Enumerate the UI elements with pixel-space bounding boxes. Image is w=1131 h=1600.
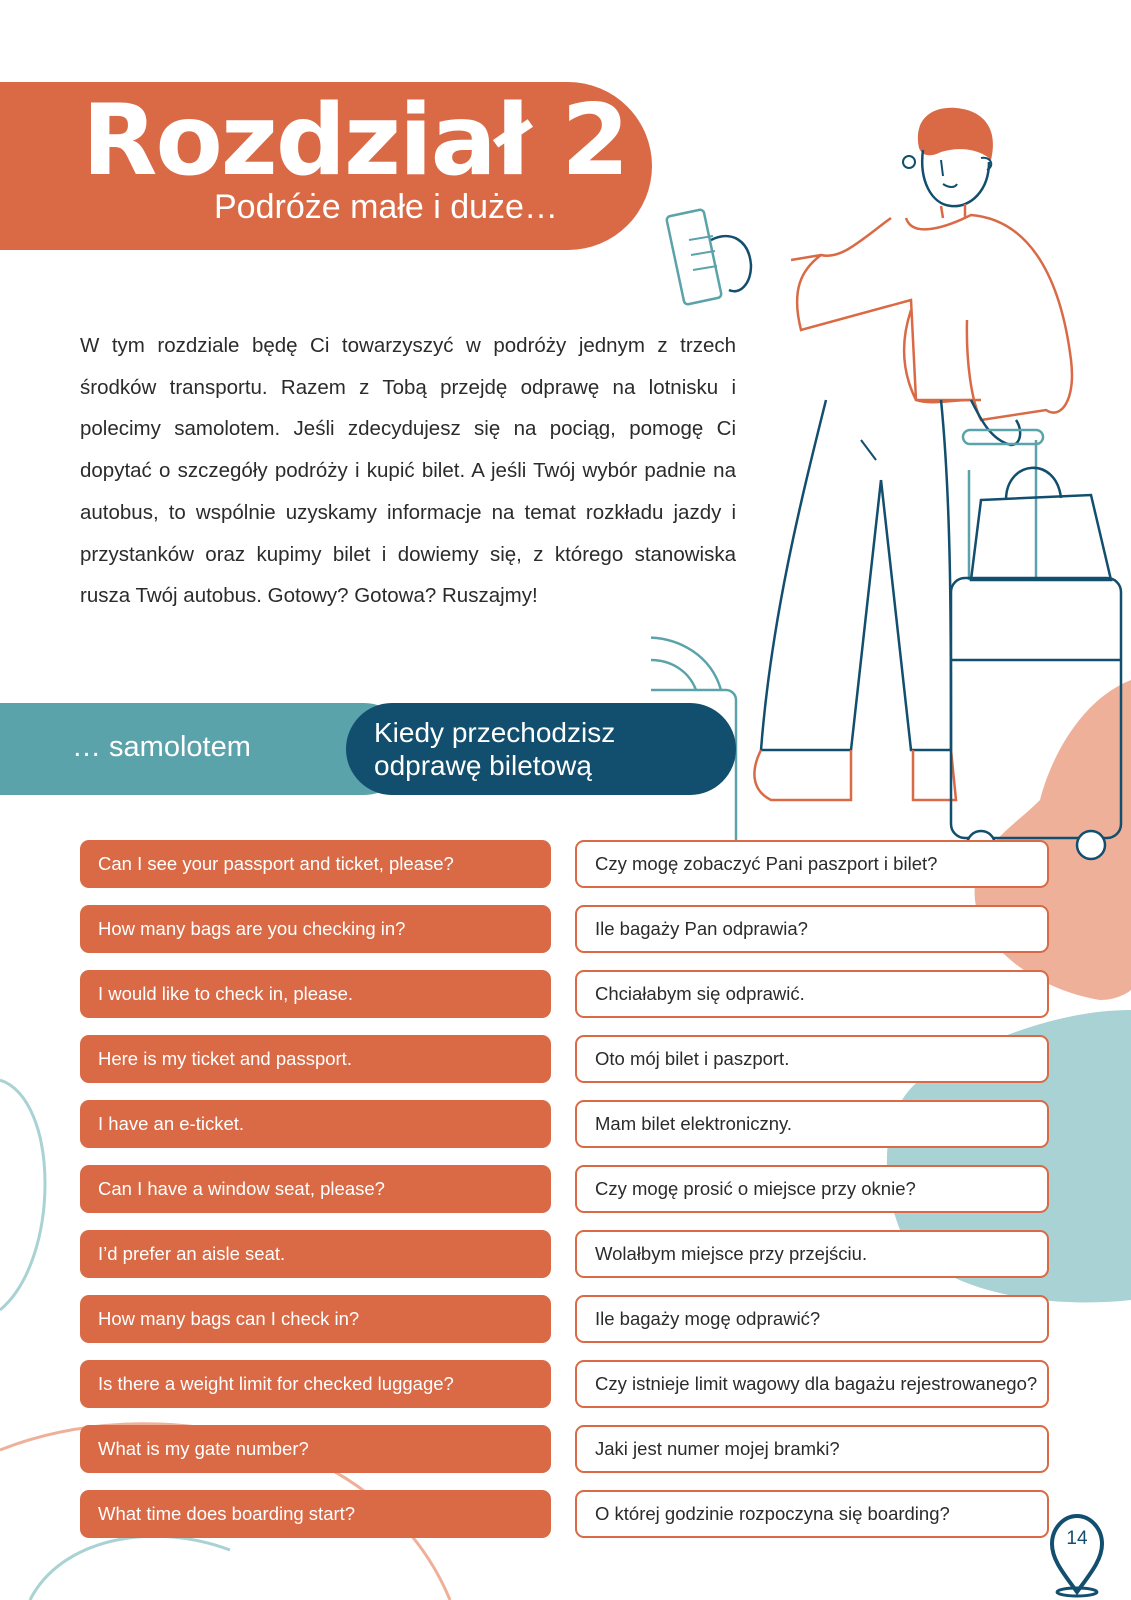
phrase-pl: Czy mogę zobaczyć Pani paszport i bilet? — [575, 840, 1049, 888]
phrase-en: I have an e-ticket. — [80, 1100, 551, 1148]
phrase-pl: Oto mój bilet i paszport. — [575, 1035, 1049, 1083]
teal-arc-bottom — [30, 1536, 230, 1600]
phrase-en: How many bags can I check in? — [80, 1295, 551, 1343]
phrase-pl: O której godzinie rozpoczyna się boarding? — [575, 1490, 1049, 1538]
phrase-en: Can I have a window seat, please? — [80, 1165, 551, 1213]
phrase-en: I’d prefer an aisle seat. — [80, 1230, 551, 1278]
phrase-pl: Ile bagaży Pan odprawia? — [575, 905, 1049, 953]
chapter-subtitle: Podróże małe i duże… — [214, 188, 558, 226]
phrase-en: I would like to check in, please. — [80, 970, 551, 1018]
section-topic-line-2: odprawę biletową — [374, 750, 592, 781]
phrase-pl: Jaki jest numer mojej bramki? — [575, 1425, 1049, 1473]
teal-arc-left — [0, 1080, 45, 1310]
intro-paragraph: W tym rozdziale będę Ci towarzyszyć w podróży jednym z trzech środków transportu. Razem z Tobą przejdę odprawę na lotnisku i polecimy samolotem. Jeśli zdecydujesz się na pociąg, pomogę Ci dopytać o szczegóły podróży i kupić bilet. A jeśli Twój wybór padnie na autobus, to wspólnie uzyskamy informacje na temat rozkładu jazdy i przystanków oraz kupimy bilet i dowiemy się, z którego stanowiska rusza Twój autobus. Gotowy? Gotowa? Ruszajmy! — [80, 334, 736, 608]
phrase-pl: Czy mogę prosić o miejsce przy oknie? — [575, 1165, 1049, 1213]
phrase-en: Is there a weight limit for checked luggage? — [80, 1360, 551, 1408]
chapter-title: Rozdział 2 — [82, 84, 628, 198]
location-pin-icon — [1044, 1508, 1110, 1598]
phrase-en: What time does boarding start? — [80, 1490, 551, 1538]
phrase-pl: Ile bagaży mogę odprawić? — [575, 1295, 1049, 1343]
section-topic-line-1: Kiedy przechodzisz — [374, 717, 616, 748]
section-topic-label — [374, 716, 615, 782]
phrase-en: Here is my ticket and passport. — [80, 1035, 551, 1083]
phrase-pl: Czy istnieje limit wagowy dla bagażu rejestrowanego? — [575, 1360, 1049, 1408]
page-number: 14 — [1066, 1528, 1088, 1549]
phrase-pl: Chciałabym się odprawić. — [575, 970, 1049, 1018]
section-mode-label: … samolotem — [72, 731, 251, 763]
phrase-pl: Wolałbym miejsce przy przejściu. — [575, 1230, 1049, 1278]
phrase-pl: Mam bilet elektroniczny. — [575, 1100, 1049, 1148]
phrase-en: What is my gate number? — [80, 1425, 551, 1473]
phrase-en: Can I see your passport and ticket, please? — [80, 840, 551, 888]
phrase-en: How many bags are you checking in? — [80, 905, 551, 953]
